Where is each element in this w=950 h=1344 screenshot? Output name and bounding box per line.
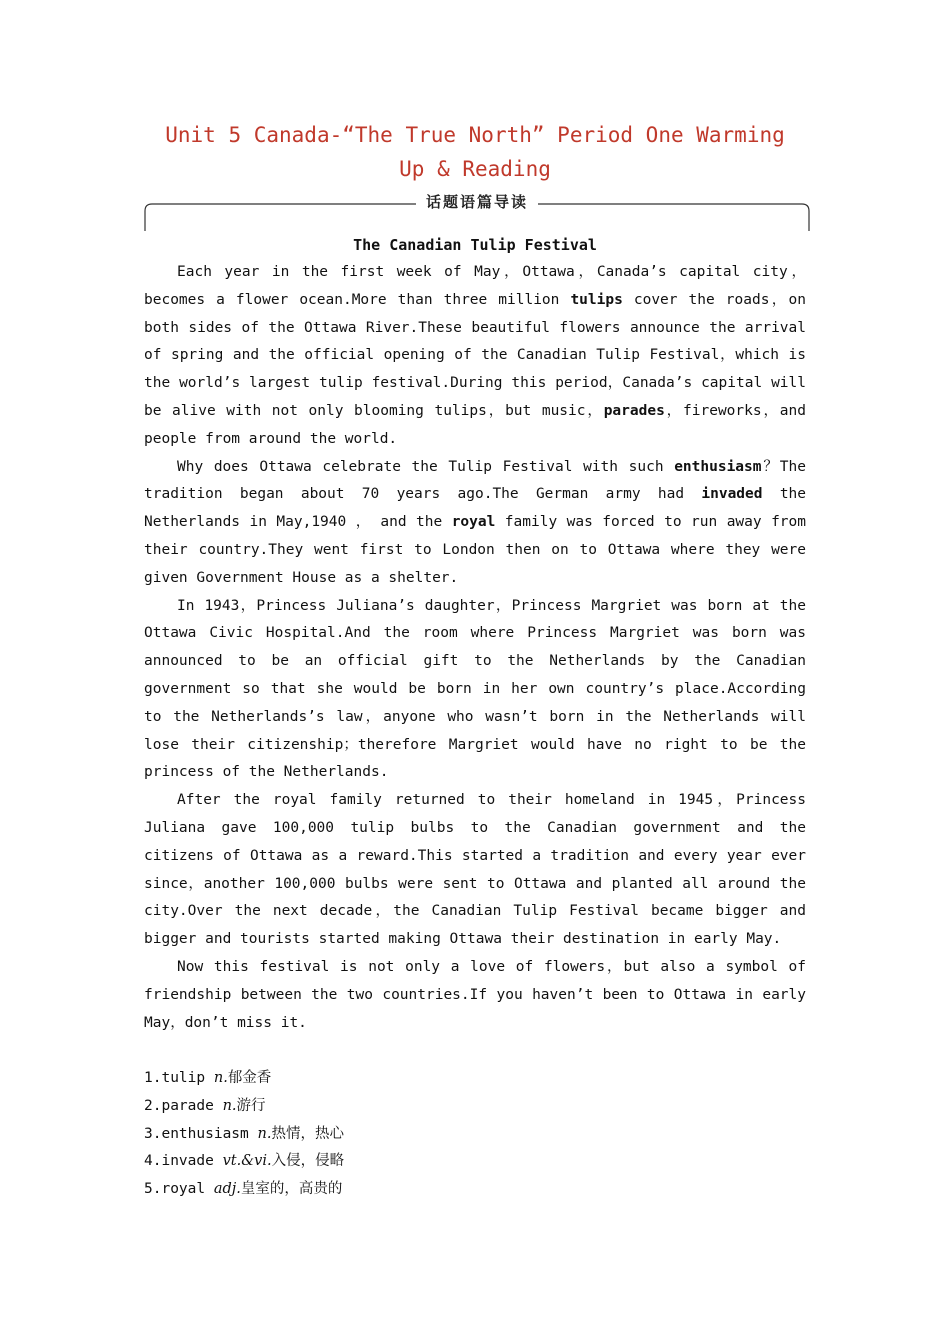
article-paragraph (144, 259, 806, 454)
article-paragraph (144, 454, 806, 593)
paragraph-text: the Netherlands in May,1940 ， and the (144, 486, 807, 531)
vocab-pos: n. (257, 1125, 272, 1142)
article-paragraph (144, 954, 806, 1037)
paragraph-text: Why does Ottawa celebrate the Tulip Festival with such (177, 458, 675, 475)
vocab-highlight: tulips (570, 291, 623, 308)
vocab-item (144, 1065, 644, 1093)
vocab-word: enthusiasm (161, 1125, 249, 1142)
vocab-number: 5. (144, 1181, 162, 1198)
paragraph-text: In 1943，Princess Juliana’s daughter，Princess Margriet was born at the Ottawa Civic Hospital.And the room where Princess Margriet was born was announced to be an official gift to the Netherlands by the Canadian government so that she would be born in her own country’s place.According to the Netherlands’s law，anyone who wasn’t born in the Netherlands will lose their citizenship；therefore Margriet would have no right to be the princess of the Netherlands. (144, 597, 806, 781)
paragraph-text: ？The tradition began about 70 years ago.The German army had (144, 458, 806, 503)
vocab-word: invade (161, 1153, 214, 1170)
vocab-highlight: parades (603, 402, 665, 419)
section-frame (144, 193, 810, 229)
vocab-number: 3. (144, 1125, 162, 1142)
vocab-meaning: 入侵，侵略 (271, 1153, 345, 1170)
paragraph-text: ，fireworks，and people from around the world. (144, 402, 806, 447)
article-title: The Canadian Tulip Festival (353, 236, 597, 254)
paragraph-text: Now this festival is not only a love of flowers，but also a symbol of friendship between the two countries.If you haven’t been to Ottawa in early May，don’t miss it. (144, 958, 806, 1031)
vocab-item (144, 1093, 644, 1121)
section-label: 话题语篇导读 (416, 193, 538, 211)
article-paragraph (144, 593, 806, 788)
page-title: Unit 5 Canada-“The True North” Period One Warming Up & Reading (165, 123, 785, 181)
vocab-meaning: 游行 (236, 1097, 266, 1114)
vocab-meaning: 皇室的，高贵的 (240, 1181, 343, 1198)
paragraph-text: Each year in the first week of May，Ottawa，Canada’s capital city，becomes a flower ocean.More than three million (144, 264, 806, 308)
vocab-highlight: royal (451, 514, 496, 531)
vocab-number: 2. (144, 1097, 162, 1114)
vocab-highlight: invaded (701, 486, 763, 503)
vocab-item (144, 1176, 644, 1204)
vocab-pos: n. (213, 1070, 228, 1086)
vocab-item (144, 1148, 644, 1176)
vocab-meaning: 热情，热心 (271, 1125, 344, 1142)
vocabulary-list (144, 1065, 644, 1204)
vocab-item (144, 1121, 644, 1149)
vocab-pos: vt.&vi. (222, 1153, 272, 1170)
paragraph-text: After the royal family returned to their homeland in 1945，Princess Juliana gave 100,000 tulip bulbs to the Canadian government and the citizens of Ottawa as a reward.This started a tradition and every year ever since，another 100,000 bulbs were sent to Ottawa and planted all around the city.Over the next decade，the Canadian Tulip Festival became bigger and bigger and tourists started making Ottawa their destination in early May. (144, 792, 806, 948)
article-paragraph (144, 787, 806, 954)
paragraph-text: cover the roads，on both sides of the Ottawa River.These beautiful flowers announce the arrival of spring and the official opening of the Canadian Tulip Festival，which is the world’s largest tulip festival.During this period，Canada’s capital will be alive with not only blooming tulips，but music， (144, 291, 806, 419)
vocab-word: royal (161, 1181, 206, 1198)
article-body (144, 259, 806, 1037)
vocab-meaning: 郁金香 (227, 1070, 272, 1086)
paragraph-text: family was forced to run away from their country.They went first to London then on to Ottawa where they were given Government House as a shelter. (144, 514, 806, 586)
vocab-number: 4. (144, 1153, 162, 1170)
vocab-pos: adj. (213, 1181, 241, 1198)
vocab-word: parade (161, 1097, 214, 1114)
vocab-highlight: enthusiasm (674, 458, 762, 475)
vocab-word: tulip (161, 1070, 206, 1086)
vocab-pos: n. (222, 1097, 237, 1114)
vocab-number: 1. (144, 1070, 162, 1086)
